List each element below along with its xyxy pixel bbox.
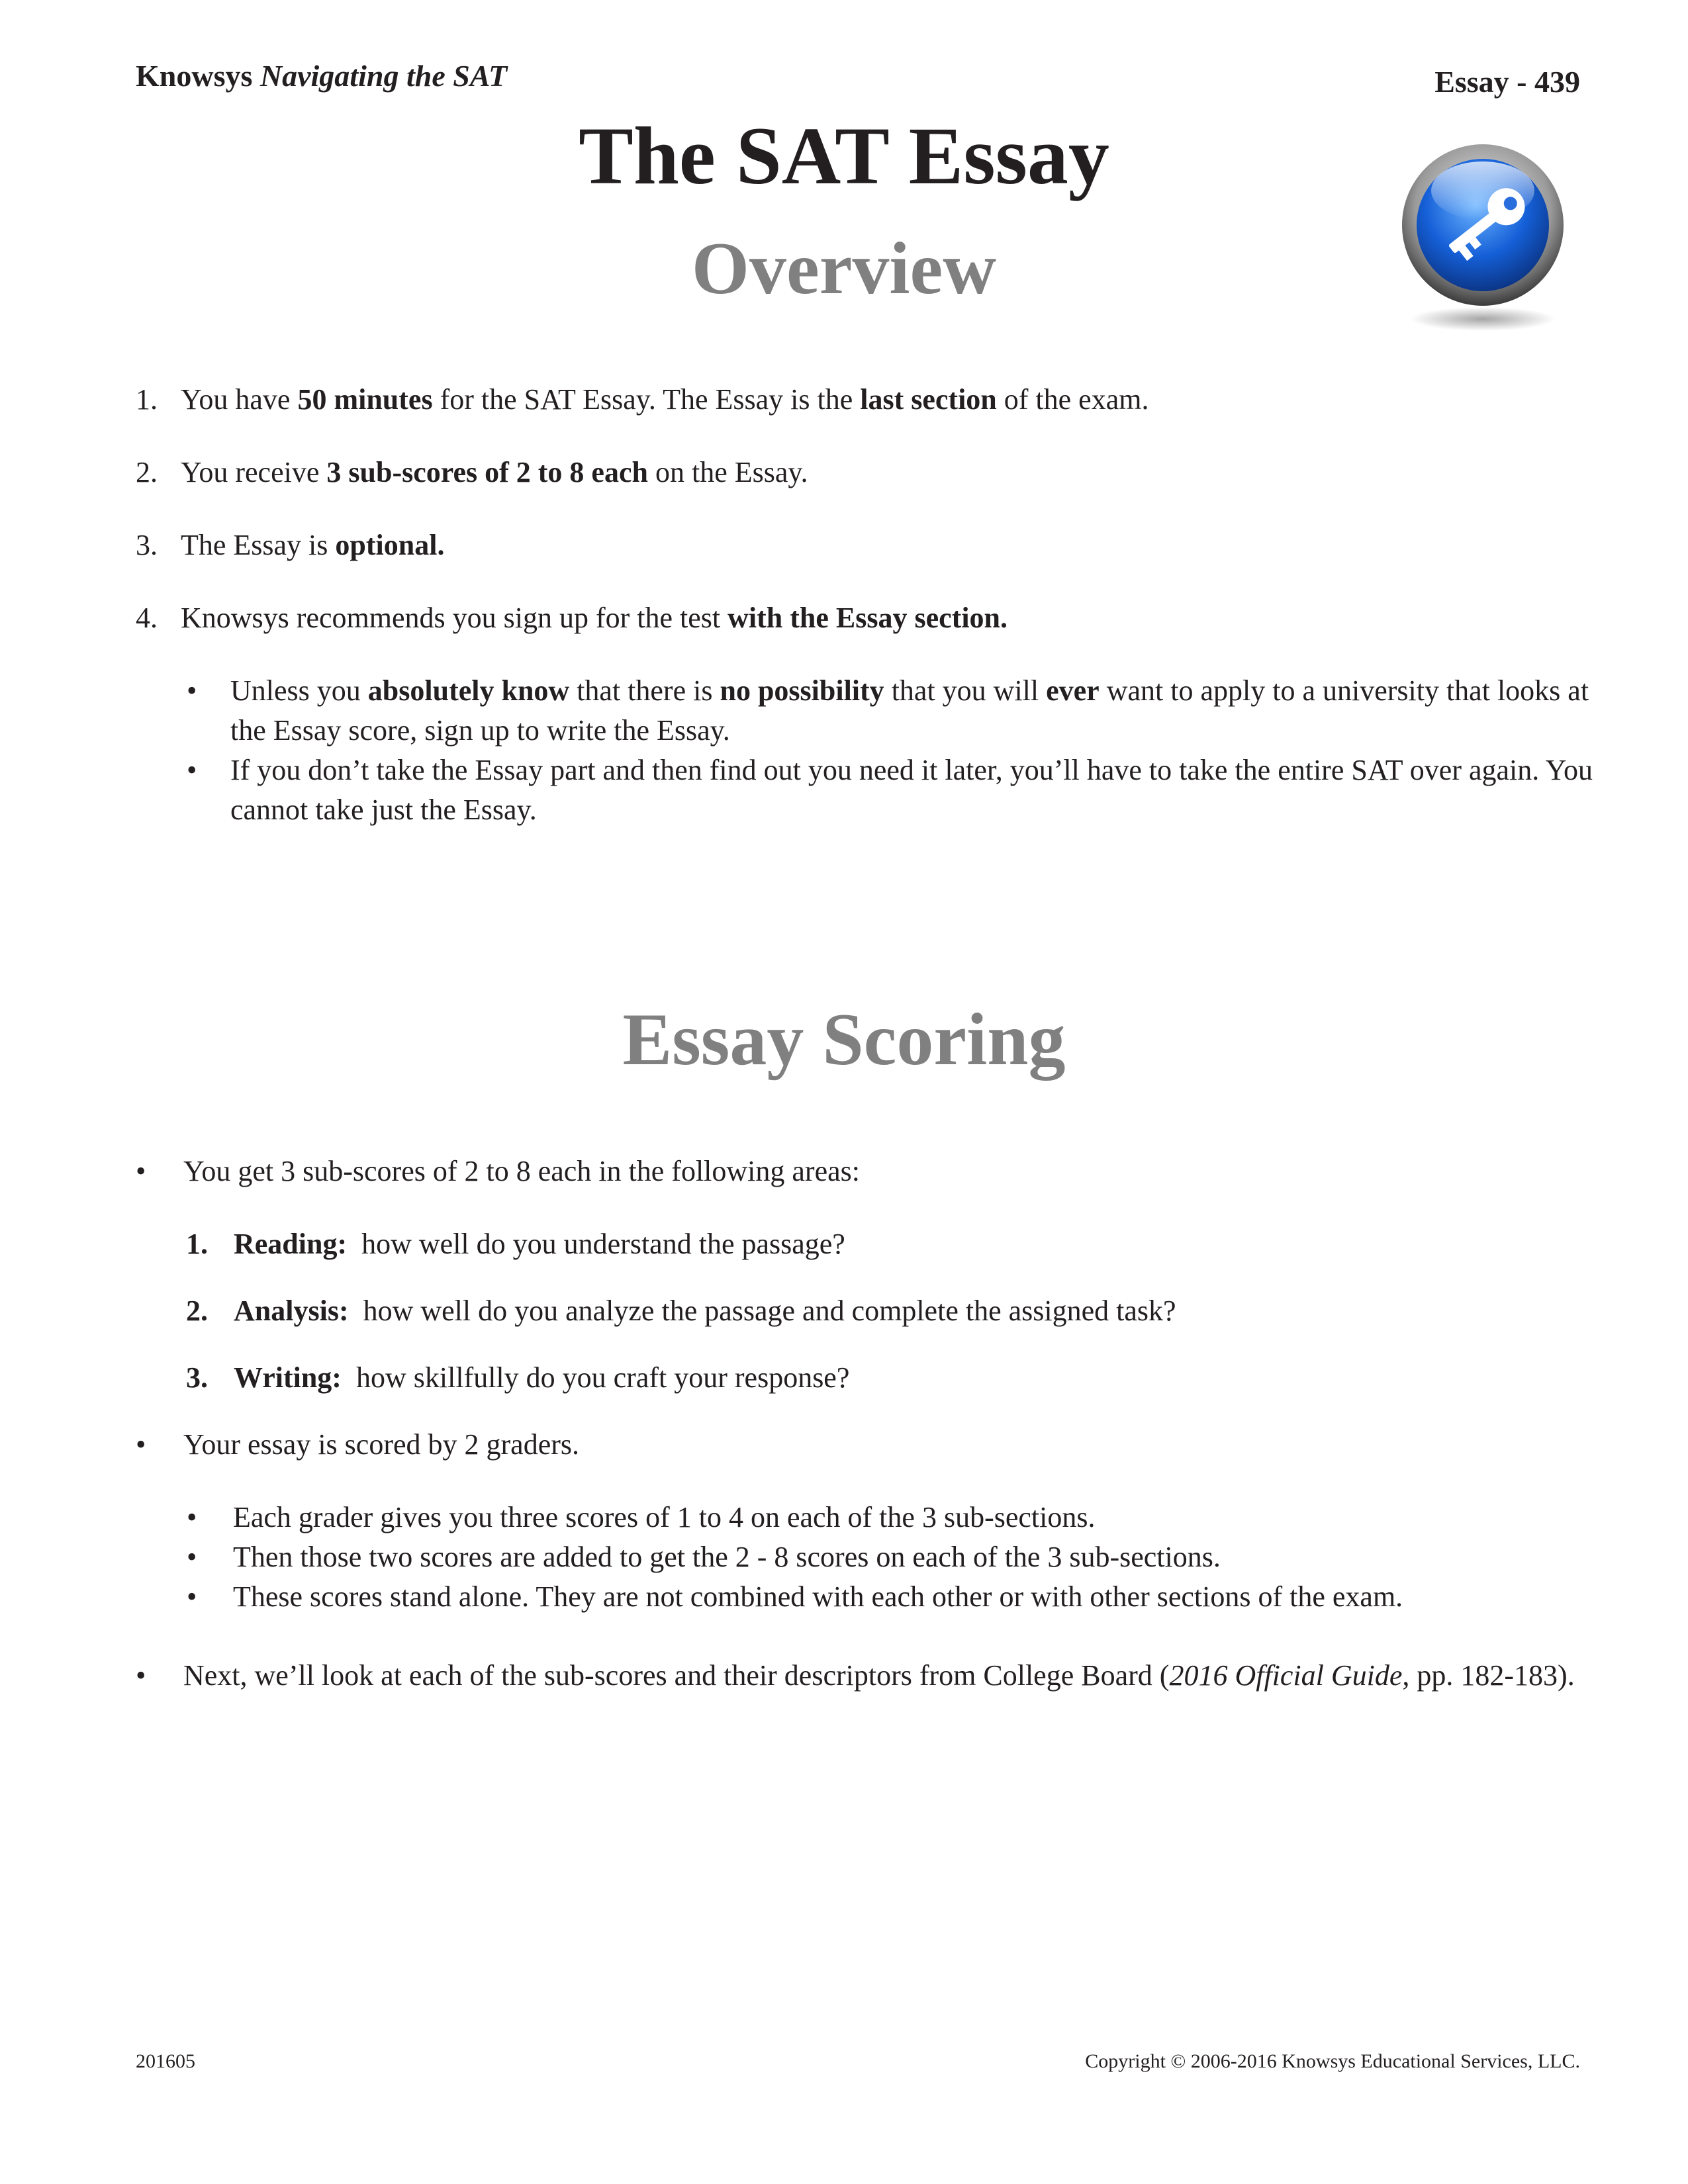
essay-scoring-heading: Essay Scoring <box>622 999 1066 1081</box>
book-title: Navigating the SAT <box>259 59 508 93</box>
list-item: • If you don’t take the Essay part and then find out you need it later, you’ll have to take the entire SAT over again. You cannot take just the Essay. <box>187 754 1593 826</box>
list-item: • Next, we’ll look at each of the sub-scores and their descriptors from College Board (2016 Official Guide, pp. 182-183). <box>136 1659 1575 1692</box>
copyright: Copyright © 2006-2016 Knowsys Educational Services, LLC. <box>1085 2050 1580 2072</box>
key-icon <box>1397 139 1569 338</box>
print-code: 201605 <box>136 2050 195 2072</box>
page-title: The SAT Essay <box>579 111 1109 201</box>
overview-heading: Overview <box>691 228 997 310</box>
page-label: Essay - 439 <box>1434 65 1580 99</box>
list-item: • Unless you absolutely know that there is no possibility that you will ever want to apply to a university that looks at the Essay score, sign up to write the Essay. <box>187 674 1589 747</box>
running-header <box>136 58 507 93</box>
brand-name: Knowsys <box>136 59 253 93</box>
